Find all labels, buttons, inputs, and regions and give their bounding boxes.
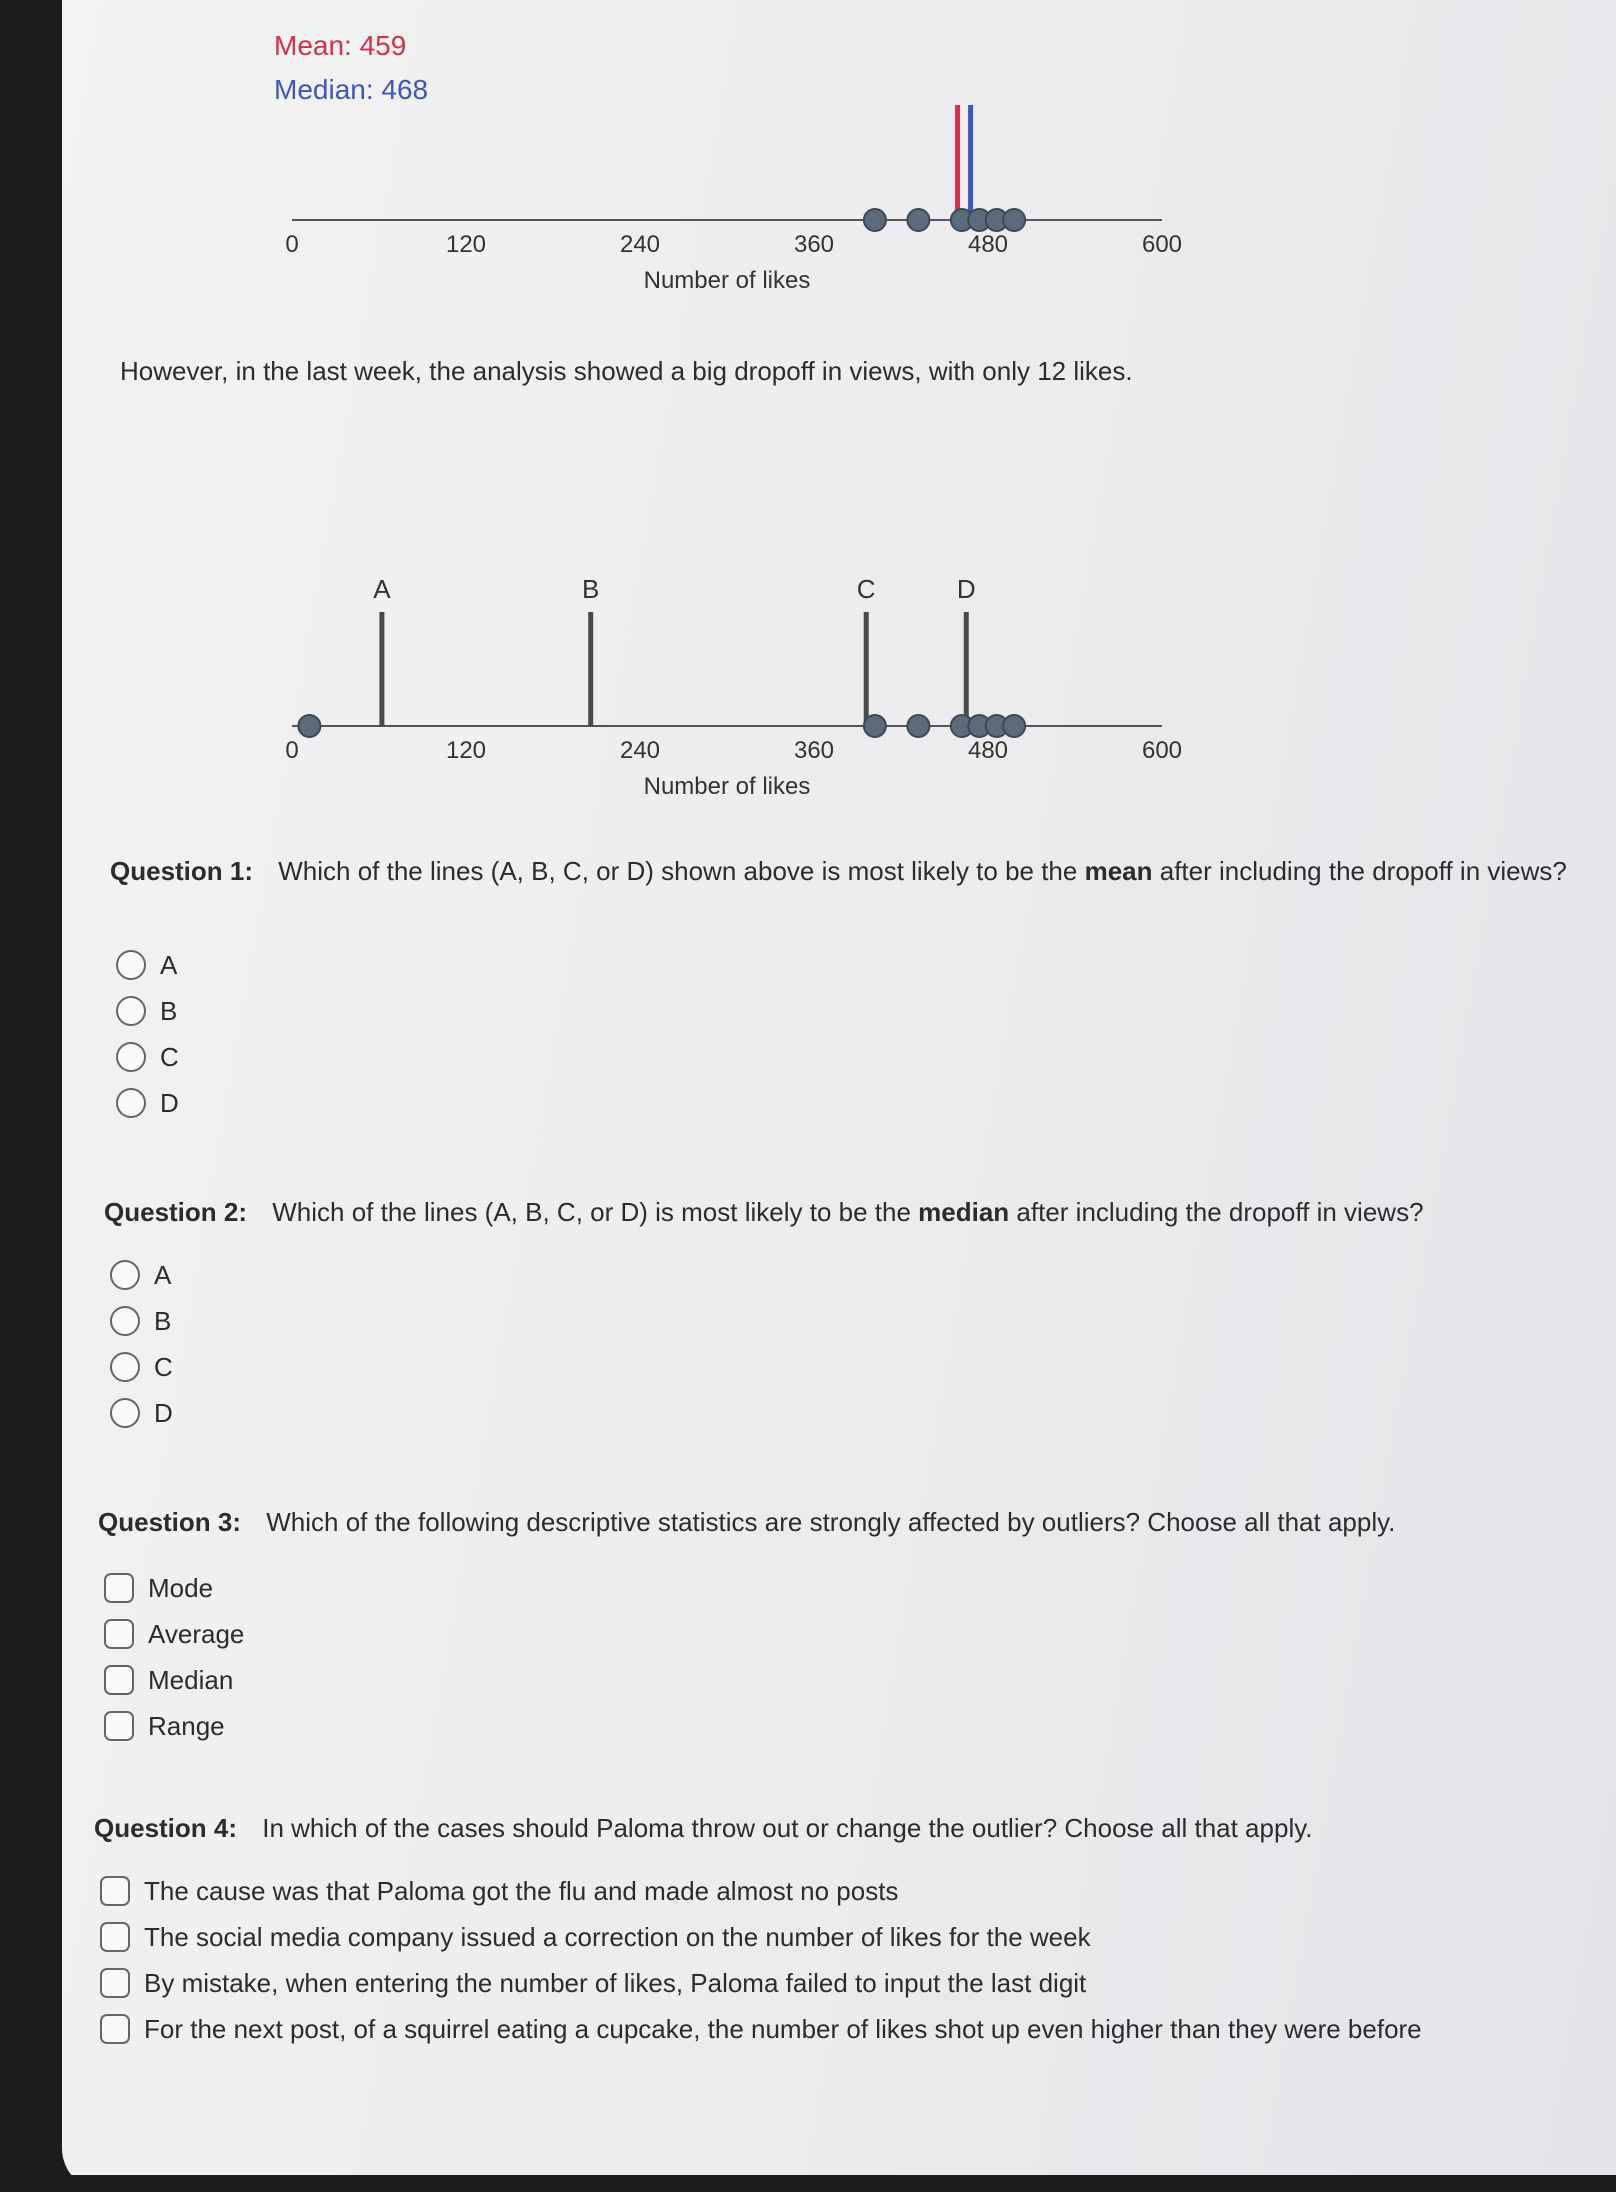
question-4-number: Question 4: (94, 1813, 238, 1843)
tick-label: 600 (1141, 231, 1183, 258)
q2-option-b[interactable] (110, 1298, 173, 1344)
tick-label: 0 (285, 737, 299, 764)
question-3-options (104, 1565, 244, 1749)
median-label: Median: 468 (274, 74, 429, 105)
checkbox[interactable] (104, 1619, 134, 1649)
question-2-text-post: after including the dropoff in views? (1016, 1197, 1424, 1227)
question-4-options (100, 1868, 1422, 2052)
option-label: A (154, 1259, 172, 1290)
option-label: Median (148, 1664, 234, 1695)
checkbox[interactable] (100, 1876, 130, 1906)
checkbox[interactable] (100, 2014, 130, 2044)
question-1-keyword: mean (1084, 856, 1153, 886)
question-2-number: Question 2: (104, 1197, 248, 1227)
x-axis-label: Number of likes (643, 267, 811, 294)
q1-option-a[interactable] (116, 942, 179, 988)
checkbox[interactable] (104, 1711, 134, 1741)
checkbox[interactable] (100, 1968, 130, 1998)
question-2-options (110, 1252, 173, 1436)
tick-label: 120 (445, 231, 487, 258)
data-point (864, 715, 886, 737)
q2-option-c[interactable] (110, 1344, 173, 1390)
q4-option-typo[interactable] (100, 1960, 1422, 2006)
q1-option-b[interactable] (116, 988, 179, 1034)
option-label: Mode (148, 1572, 214, 1603)
q1-option-c[interactable] (116, 1034, 179, 1080)
tick-label: 240 (619, 737, 661, 764)
radio-button[interactable] (116, 996, 146, 1026)
question-4-text: In which of the cases should Paloma throw out or change the outlier? Choose all that apply. (262, 1813, 1313, 1843)
question-3 (98, 1506, 1578, 1538)
checkbox[interactable] (100, 1922, 130, 1952)
tick-label: 480 (967, 231, 1009, 258)
reference-line-label: C (856, 574, 876, 604)
radio-button[interactable] (116, 950, 146, 980)
worksheet-screen (62, 0, 1616, 2192)
option-label: B (160, 995, 178, 1026)
question-2-keyword: median (918, 1197, 1010, 1227)
option-label: Range (148, 1710, 225, 1741)
question-1-number: Question 1: (110, 856, 254, 886)
question-4 (94, 1812, 1574, 1844)
mean-label: Mean: 459 (274, 30, 407, 61)
question-1-options (116, 942, 179, 1126)
dot-plot-with-dropoff (62, 540, 1616, 805)
tick-label: 600 (1141, 737, 1183, 764)
option-label: C (154, 1351, 173, 1382)
radio-button[interactable] (110, 1306, 140, 1336)
option-label: D (160, 1087, 179, 1118)
data-point (1003, 209, 1025, 231)
tick-label: 480 (967, 737, 1009, 764)
q4-option-squirrel[interactable] (100, 2006, 1422, 2052)
data-point (298, 715, 320, 737)
tick-label: 360 (793, 231, 835, 258)
option-label: By mistake, when entering the number of likes, Paloma failed to input the last digit (144, 1967, 1087, 1998)
data-point (907, 715, 929, 737)
q1-option-d[interactable] (116, 1080, 179, 1126)
data-point (1003, 715, 1025, 737)
checkbox[interactable] (104, 1665, 134, 1695)
option-label: D (154, 1397, 173, 1428)
reference-line-label: B (582, 574, 600, 604)
radio-button[interactable] (116, 1088, 146, 1118)
option-label: A (160, 949, 178, 980)
option-label: For the next post, of a squirrel eating a cupcake, the number of likes shot up even higher than they were before (144, 2013, 1422, 2044)
question-3-number: Question 3: (98, 1507, 242, 1537)
option-label: C (160, 1041, 179, 1072)
question-1 (110, 855, 1590, 887)
radio-button[interactable] (110, 1398, 140, 1428)
q4-option-correction[interactable] (100, 1914, 1422, 1960)
radio-button[interactable] (110, 1352, 140, 1382)
question-1-text-pre: Which of the lines (A, B, C, or D) shown above is most likely to be the (278, 856, 1078, 886)
q2-option-a[interactable] (110, 1252, 173, 1298)
question-2 (104, 1196, 1584, 1228)
reference-line-label: D (956, 574, 976, 604)
checkbox[interactable] (104, 1573, 134, 1603)
q3-option-median[interactable] (104, 1657, 244, 1703)
reference-line-label: A (373, 574, 391, 604)
question-3-text: Which of the following descriptive statistics are strongly affected by outliers? Choose all that apply. (266, 1507, 1396, 1537)
tick-label: 360 (793, 737, 835, 764)
intro-text: However, in the last week, the analysis showed a big dropoff in views, with only 12 likes. (120, 356, 1133, 386)
q4-option-flu[interactable] (100, 1868, 1422, 1914)
data-point (907, 209, 929, 231)
radio-button[interactable] (116, 1042, 146, 1072)
data-point (864, 209, 886, 231)
option-label: The social media company issued a correction on the number of likes for the week (144, 1921, 1091, 1952)
option-label: Average (148, 1618, 245, 1649)
x-axis-label: Number of likes (643, 773, 811, 800)
device-bezel (62, 2175, 1616, 2192)
q3-option-range[interactable] (104, 1703, 244, 1749)
tick-label: 0 (285, 231, 299, 258)
tick-label: 240 (619, 231, 661, 258)
q3-option-average[interactable] (104, 1611, 244, 1657)
option-label: The cause was that Paloma got the flu and made almost no posts (144, 1875, 899, 1906)
tick-label: 120 (445, 737, 487, 764)
dot-plot-original (62, 95, 1616, 320)
question-1-text-post: after including the dropoff in views? (1159, 856, 1567, 886)
question-2-text-pre: Which of the lines (A, B, C, or D) is most likely to be the (272, 1197, 911, 1227)
option-label: B (154, 1305, 172, 1336)
q2-option-d[interactable] (110, 1390, 173, 1436)
q3-option-mode[interactable] (104, 1565, 244, 1611)
radio-button[interactable] (110, 1260, 140, 1290)
